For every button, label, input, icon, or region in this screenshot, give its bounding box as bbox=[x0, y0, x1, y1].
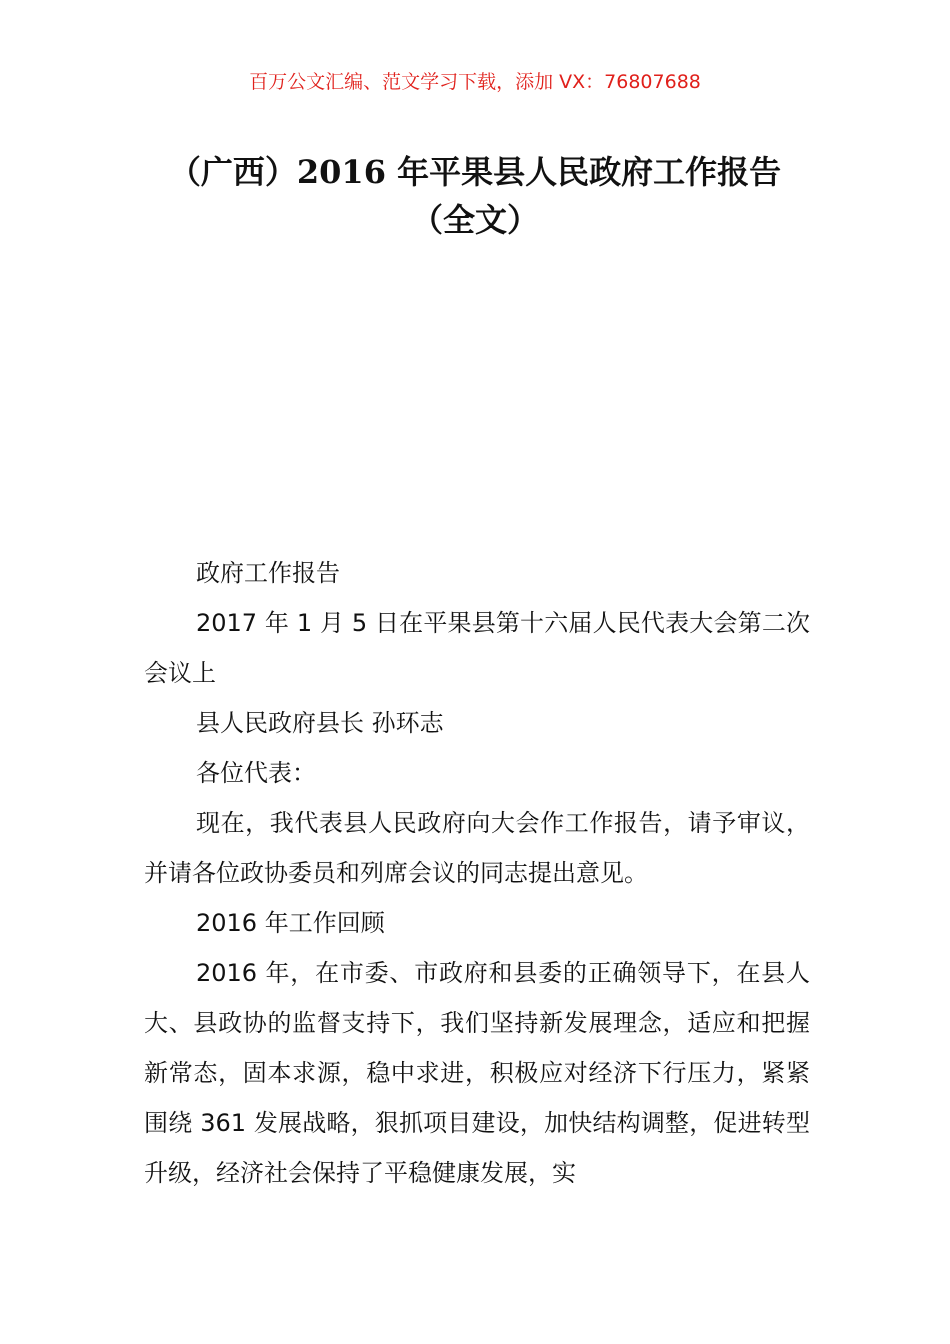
paragraph-report-heading: 政府工作报告 bbox=[196, 559, 340, 587]
paragraph-meeting-date: 2017 年 1 月 5 日在平果县第十六届人民代表大会第二次会议上 bbox=[144, 609, 810, 687]
header-watermark-note: 百万公文汇编、范文学习下载，添加 VX：76807688 bbox=[249, 71, 701, 93]
title-line-1: （广西）2016 年平果县人民政府工作报告 bbox=[168, 153, 782, 191]
paragraph-section-heading: 2016 年工作回顾 bbox=[196, 909, 385, 937]
document-body bbox=[144, 548, 810, 1198]
document-title bbox=[130, 148, 820, 244]
paragraph-intro: 现在，我代表县人民政府向大会作工作报告，请予审议，并请各位政协委员和列席会议的同志提出意见。 bbox=[144, 809, 810, 887]
paragraph-salutation: 各位代表： bbox=[196, 759, 316, 787]
paragraph-review: 2016 年，在市委、市政府和县委的正确领导下，在县人大、县政协的监督支持下，我们坚持新发展理念，适应和把握新常态，固本求源，稳中求进，积极应对经济下行压力，紧紧围绕 361 发展战略，狠抓项目建设，加快结构调整，促进转型升级，经济社会保持了平稳健康发展，实 bbox=[144, 959, 810, 1187]
paragraph-speaker: 县人民政府县长 孙环志 bbox=[196, 709, 444, 737]
title-line-2: （全文） bbox=[410, 201, 539, 239]
